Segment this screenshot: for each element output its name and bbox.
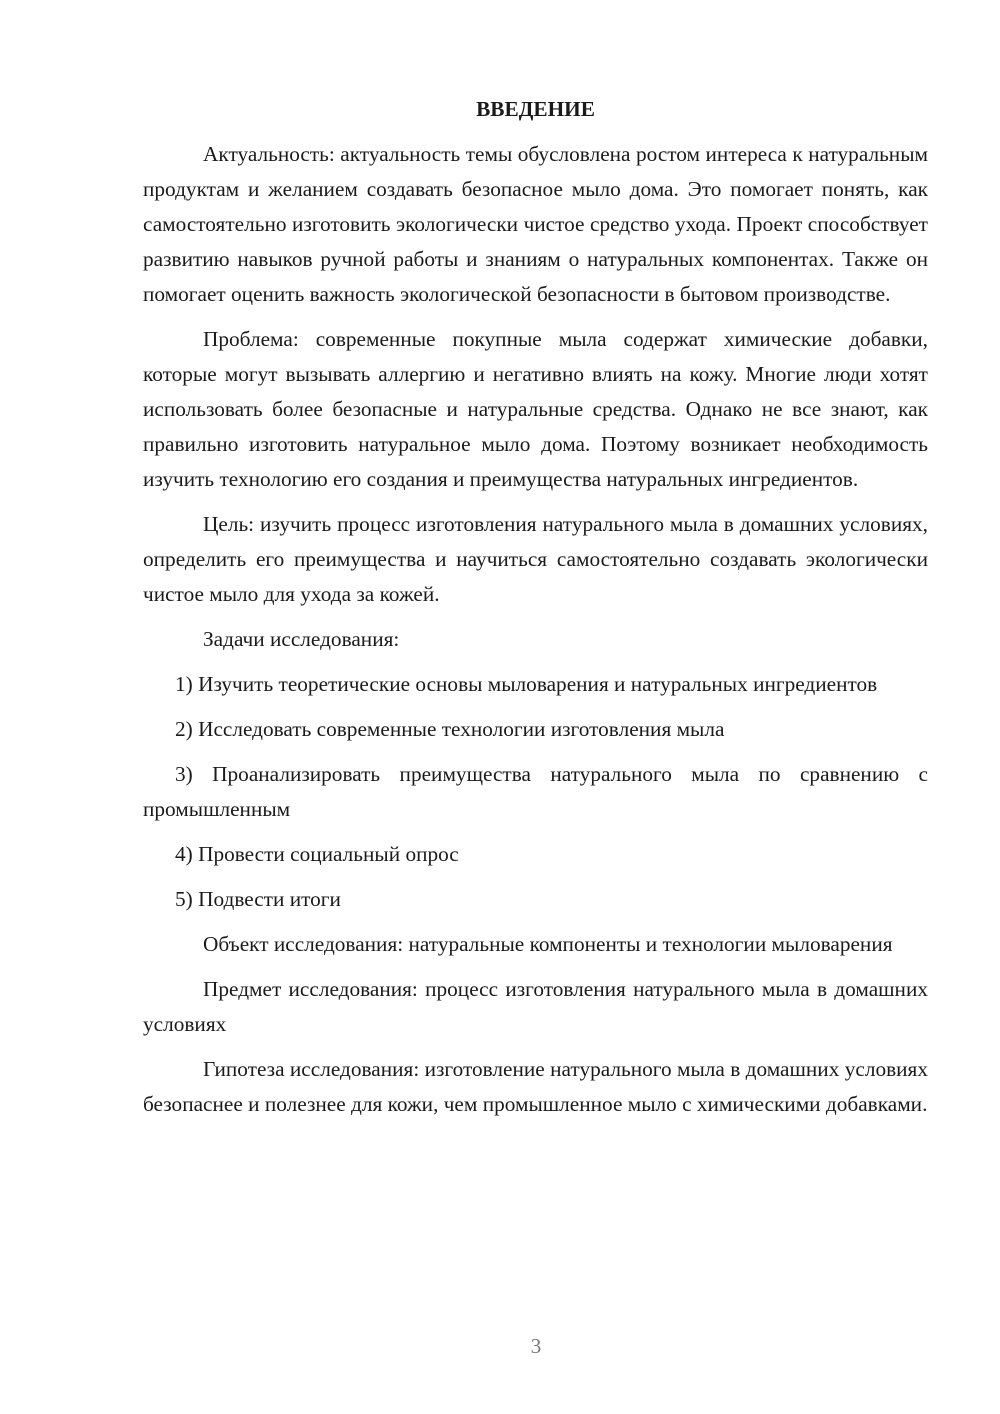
task-item: 3) Проанализировать преимущества натурального мыла по сравнению с промышленным	[143, 762, 928, 821]
task-item: 1) Изучить теоретические основы мыловарения и натуральных ингредиентов	[175, 672, 878, 696]
page-content	[143, 92, 928, 1132]
task-item: 2) Исследовать современные технологии изготовления мыла	[175, 717, 725, 741]
goal-paragraph: Цель: изучить процесс изготовления натурального мыла в домашних условиях, определить его преимущества и научиться самостоятельно создавать экологически чистое мыло для ухода за кожей.	[143, 512, 928, 606]
object-paragraph: Объект исследования: натуральные компоненты и технологии мыловарения	[203, 932, 893, 956]
subject-paragraph: Предмет исследования: процесс изготовления натурального мыла в домашних условиях	[143, 977, 928, 1036]
problem-paragraph: Проблема: современные покупные мыла содержат химические добавки, которые могут вызывать аллергию и негативно влиять на кожу. Многие люди хотят использовать более безопасные и натуральные средства. Однако не все знают, как правильно изготовить натуральное мыло дома. Поэтому возникает необходимость изучить технологию его создания и преимущества натуральных ингредиентов.	[143, 327, 928, 491]
tasks-heading: Задачи исследования:	[203, 627, 400, 651]
task-item: 4) Провести социальный опрос	[175, 842, 459, 866]
relevance-paragraph: Актуальность: актуальность темы обусловлена ростом интереса к натуральным продуктам и желанием создавать безопасное мыло дома. Это помогает понять, как самостоятельно изготовить экологически чистое средство ухода. Проект способствует развитию навыков ручной работы и знаниям о натуральных компонентах. Также он помогает оценить важность экологической безопасности в бытовом производстве.	[143, 142, 928, 306]
hypothesis-paragraph: Гипотеза исследования: изготовление натурального мыла в домашних условиях безопаснее и полезнее для кожи, чем промышленное мыло с химическими добавками.	[143, 1057, 928, 1116]
task-item: 5) Подвести итоги	[175, 887, 341, 911]
section-title: ВВЕДЕНИЕ	[476, 97, 595, 121]
page-number: 3	[530, 1334, 542, 1358]
